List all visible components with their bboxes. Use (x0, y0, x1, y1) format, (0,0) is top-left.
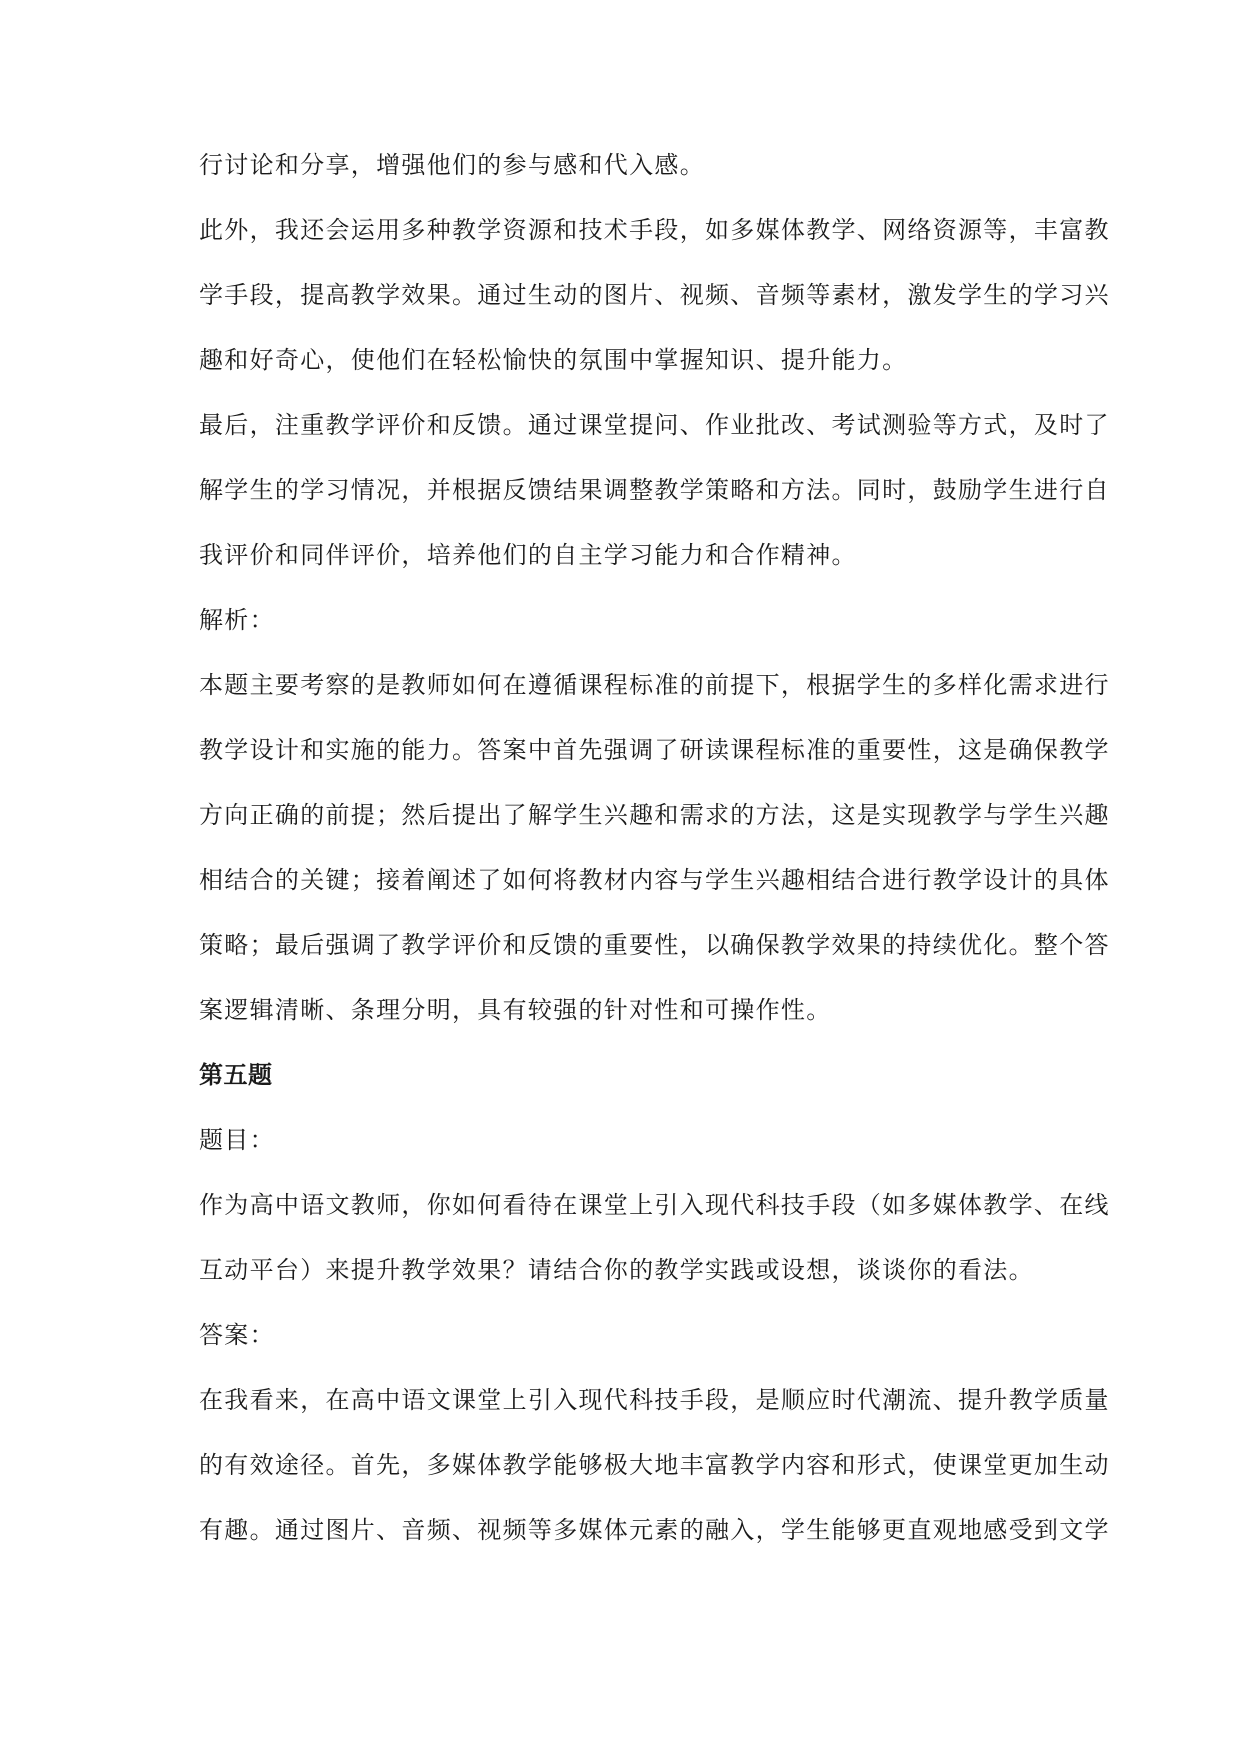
section-heading-question-5: 第五题 (199, 1061, 273, 1089)
analysis-label: 解析： (199, 606, 275, 634)
analysis-line-2: 教学设计和实施的能力。答案中首先强调了研读课程标准的重要性，这是确保教学 (199, 736, 1110, 764)
analysis-line-6: 案逻辑清晰、条理分明，具有较强的针对性和可操作性。 (199, 996, 832, 1024)
answer-line-1: 在我看来，在高中语文课堂上引入现代科技手段，是顺应时代潮流、提升教学质量 (199, 1386, 1110, 1414)
analysis-line-4: 相结合的关键；接着阐述了如何将教材内容与学生兴趣相结合进行教学设计的具体 (199, 866, 1110, 894)
paragraph-line-7: 我评价和同伴评价，培养他们的自主学习能力和合作精神。 (199, 541, 857, 569)
question-line-1: 作为高中语文教师，你如何看待在课堂上引入现代科技手段（如多媒体教学、在线 (199, 1191, 1110, 1219)
paragraph-line-2: 此外，我还会运用多种教学资源和技术手段，如多媒体教学、网络资源等，丰富教 (199, 216, 1110, 244)
answer-line-2: 的有效途径。首先，多媒体教学能够极大地丰富教学内容和形式，使课堂更加生动 (199, 1451, 1110, 1479)
answer-label: 答案： (199, 1321, 275, 1349)
question-line-2: 互动平台）来提升教学效果？请结合你的教学实践或设想，谈谈你的看法。 (199, 1256, 1034, 1284)
paragraph-line-4: 趣和好奇心，使他们在轻松愉快的氛围中掌握知识、提升能力。 (199, 346, 908, 374)
paragraph-line-3: 学手段，提高教学效果。通过生动的图片、视频、音频等素材，激发学生的学习兴 (199, 281, 1110, 309)
paragraph-line-1: 行讨论和分享，增强他们的参与感和代入感。 (199, 151, 705, 179)
paragraph-line-5: 最后，注重教学评价和反馈。通过课堂提问、作业批改、考试测验等方式，及时了 (199, 411, 1110, 439)
question-label: 题目： (199, 1126, 275, 1154)
analysis-line-5: 策略；最后强调了教学评价和反馈的重要性，以确保教学效果的持续优化。整个答 (199, 931, 1110, 959)
analysis-line-3: 方向正确的前提；然后提出了解学生兴趣和需求的方法，这是实现教学与学生兴趣 (199, 801, 1110, 829)
analysis-line-1: 本题主要考察的是教师如何在遵循课程标准的前提下，根据学生的多样化需求进行 (199, 671, 1110, 699)
paragraph-line-6: 解学生的学习情况，并根据反馈结果调整教学策略和方法。同时，鼓励学生进行自 (199, 476, 1110, 504)
answer-line-3: 有趣。通过图片、音频、视频等多媒体元素的融入，学生能够更直观地感受到文学 (199, 1516, 1110, 1544)
